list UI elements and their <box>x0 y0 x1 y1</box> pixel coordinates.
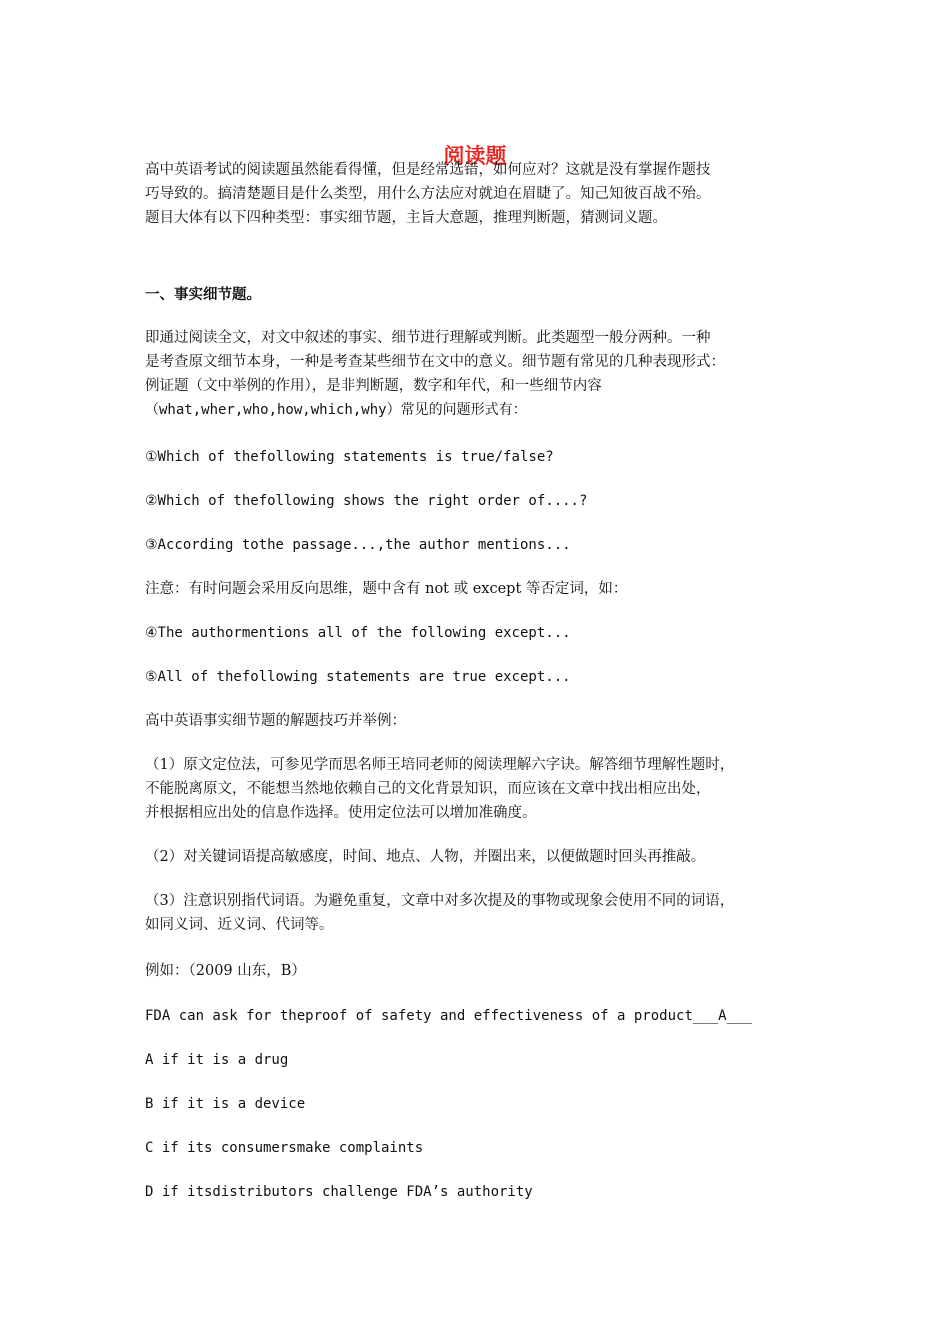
tip1-line: 并根据相应出处的信息作选择。使用定位法可以增加准确度。 <box>145 805 537 821</box>
section1-paragraph <box>145 326 825 422</box>
question-form-5: ⑤All of thefollowing statements are true except... <box>145 669 571 685</box>
intro-paragraph <box>145 158 825 230</box>
option-a: A if it is a drug <box>145 1052 289 1068</box>
question-form-4: ④The authormentions all of the following except... <box>145 625 571 641</box>
tip-3-paragraph <box>145 889 825 937</box>
tip1-line: （1）原文定位法，可参见学而思名师王培同老师的阅读理解六字诀。解答细节理解性题时， <box>145 757 735 773</box>
intro-line: 巧导致的。搞清楚题目是什么类型，用什么方法应对就迫在眉睫了。知己知彼百战不殆。 <box>145 186 711 202</box>
example-label: 例如：（2009 山东，B） <box>145 963 306 979</box>
option-d: D if itsdistributors challenge FDA’s authority <box>145 1184 533 1200</box>
section1-line: 即通过阅读全文，对文中叙述的事实、细节进行理解或判断。此类题型一般分两种。一种 <box>145 330 711 346</box>
question-form-1: ①Which of thefollowing statements is true/false? <box>145 449 554 465</box>
question-form-3: ③According tothe passage...,the author mentions... <box>145 537 571 553</box>
section1-line: （what,wher,who,how,which,why）常见的问题形式有： <box>145 402 527 418</box>
example-question: FDA can ask for theproof of safety and effectiveness of a product___A___ <box>145 1008 752 1024</box>
intro-line: 高中英语考试的阅读题虽然能看得懂，但是经常选错，如何应对？这就是没有掌握作题技 <box>145 162 711 178</box>
note-paragraph: 注意：有时问题会采用反向思维，题中含有 not 或 except 等否定词，如： <box>145 581 628 597</box>
tip3-line: （3）注意识别指代词语。为避免重复，文章中对多次提及的事物或现象会使用不同的词语， <box>145 893 735 909</box>
section-heading: 一、事实细节题。 <box>145 286 261 303</box>
page-title: 阅读题 <box>443 143 507 168</box>
option-c: C if its consumersmake complaints <box>145 1140 424 1156</box>
tip3-line: 如同义词、近义词、代词等。 <box>145 917 334 933</box>
tip1-line: 不能脱离原文，不能想当然地依赖自己的文化背景知识，而应该在文章中找出相应出处， <box>145 781 711 797</box>
question-form-2: ②Which of thefollowing shows the right order of....? <box>145 493 588 509</box>
tip-2-paragraph: （2）对关键词语提高敏感度，时间、地点、人物，并圈出来，以便做题时回头再推敲。 <box>145 849 706 865</box>
option-b: B if it is a device <box>145 1096 306 1112</box>
section1-line: 例证题（文中举例的作用），是非判断题，数字和年代，和一些细节内容 <box>145 378 602 394</box>
tips-heading: 高中英语事实细节题的解题技巧并举例： <box>145 713 406 729</box>
intro-line: 题目大体有以下四种类型：事实细节题，主旨大意题，推理判断题，猜测词义题。 <box>145 210 667 226</box>
tip-1-paragraph <box>145 753 825 825</box>
section1-line: 是考查原文细节本身，一种是考查某些细节在文中的意义。细节题有常见的几种表现形式： <box>145 354 725 370</box>
